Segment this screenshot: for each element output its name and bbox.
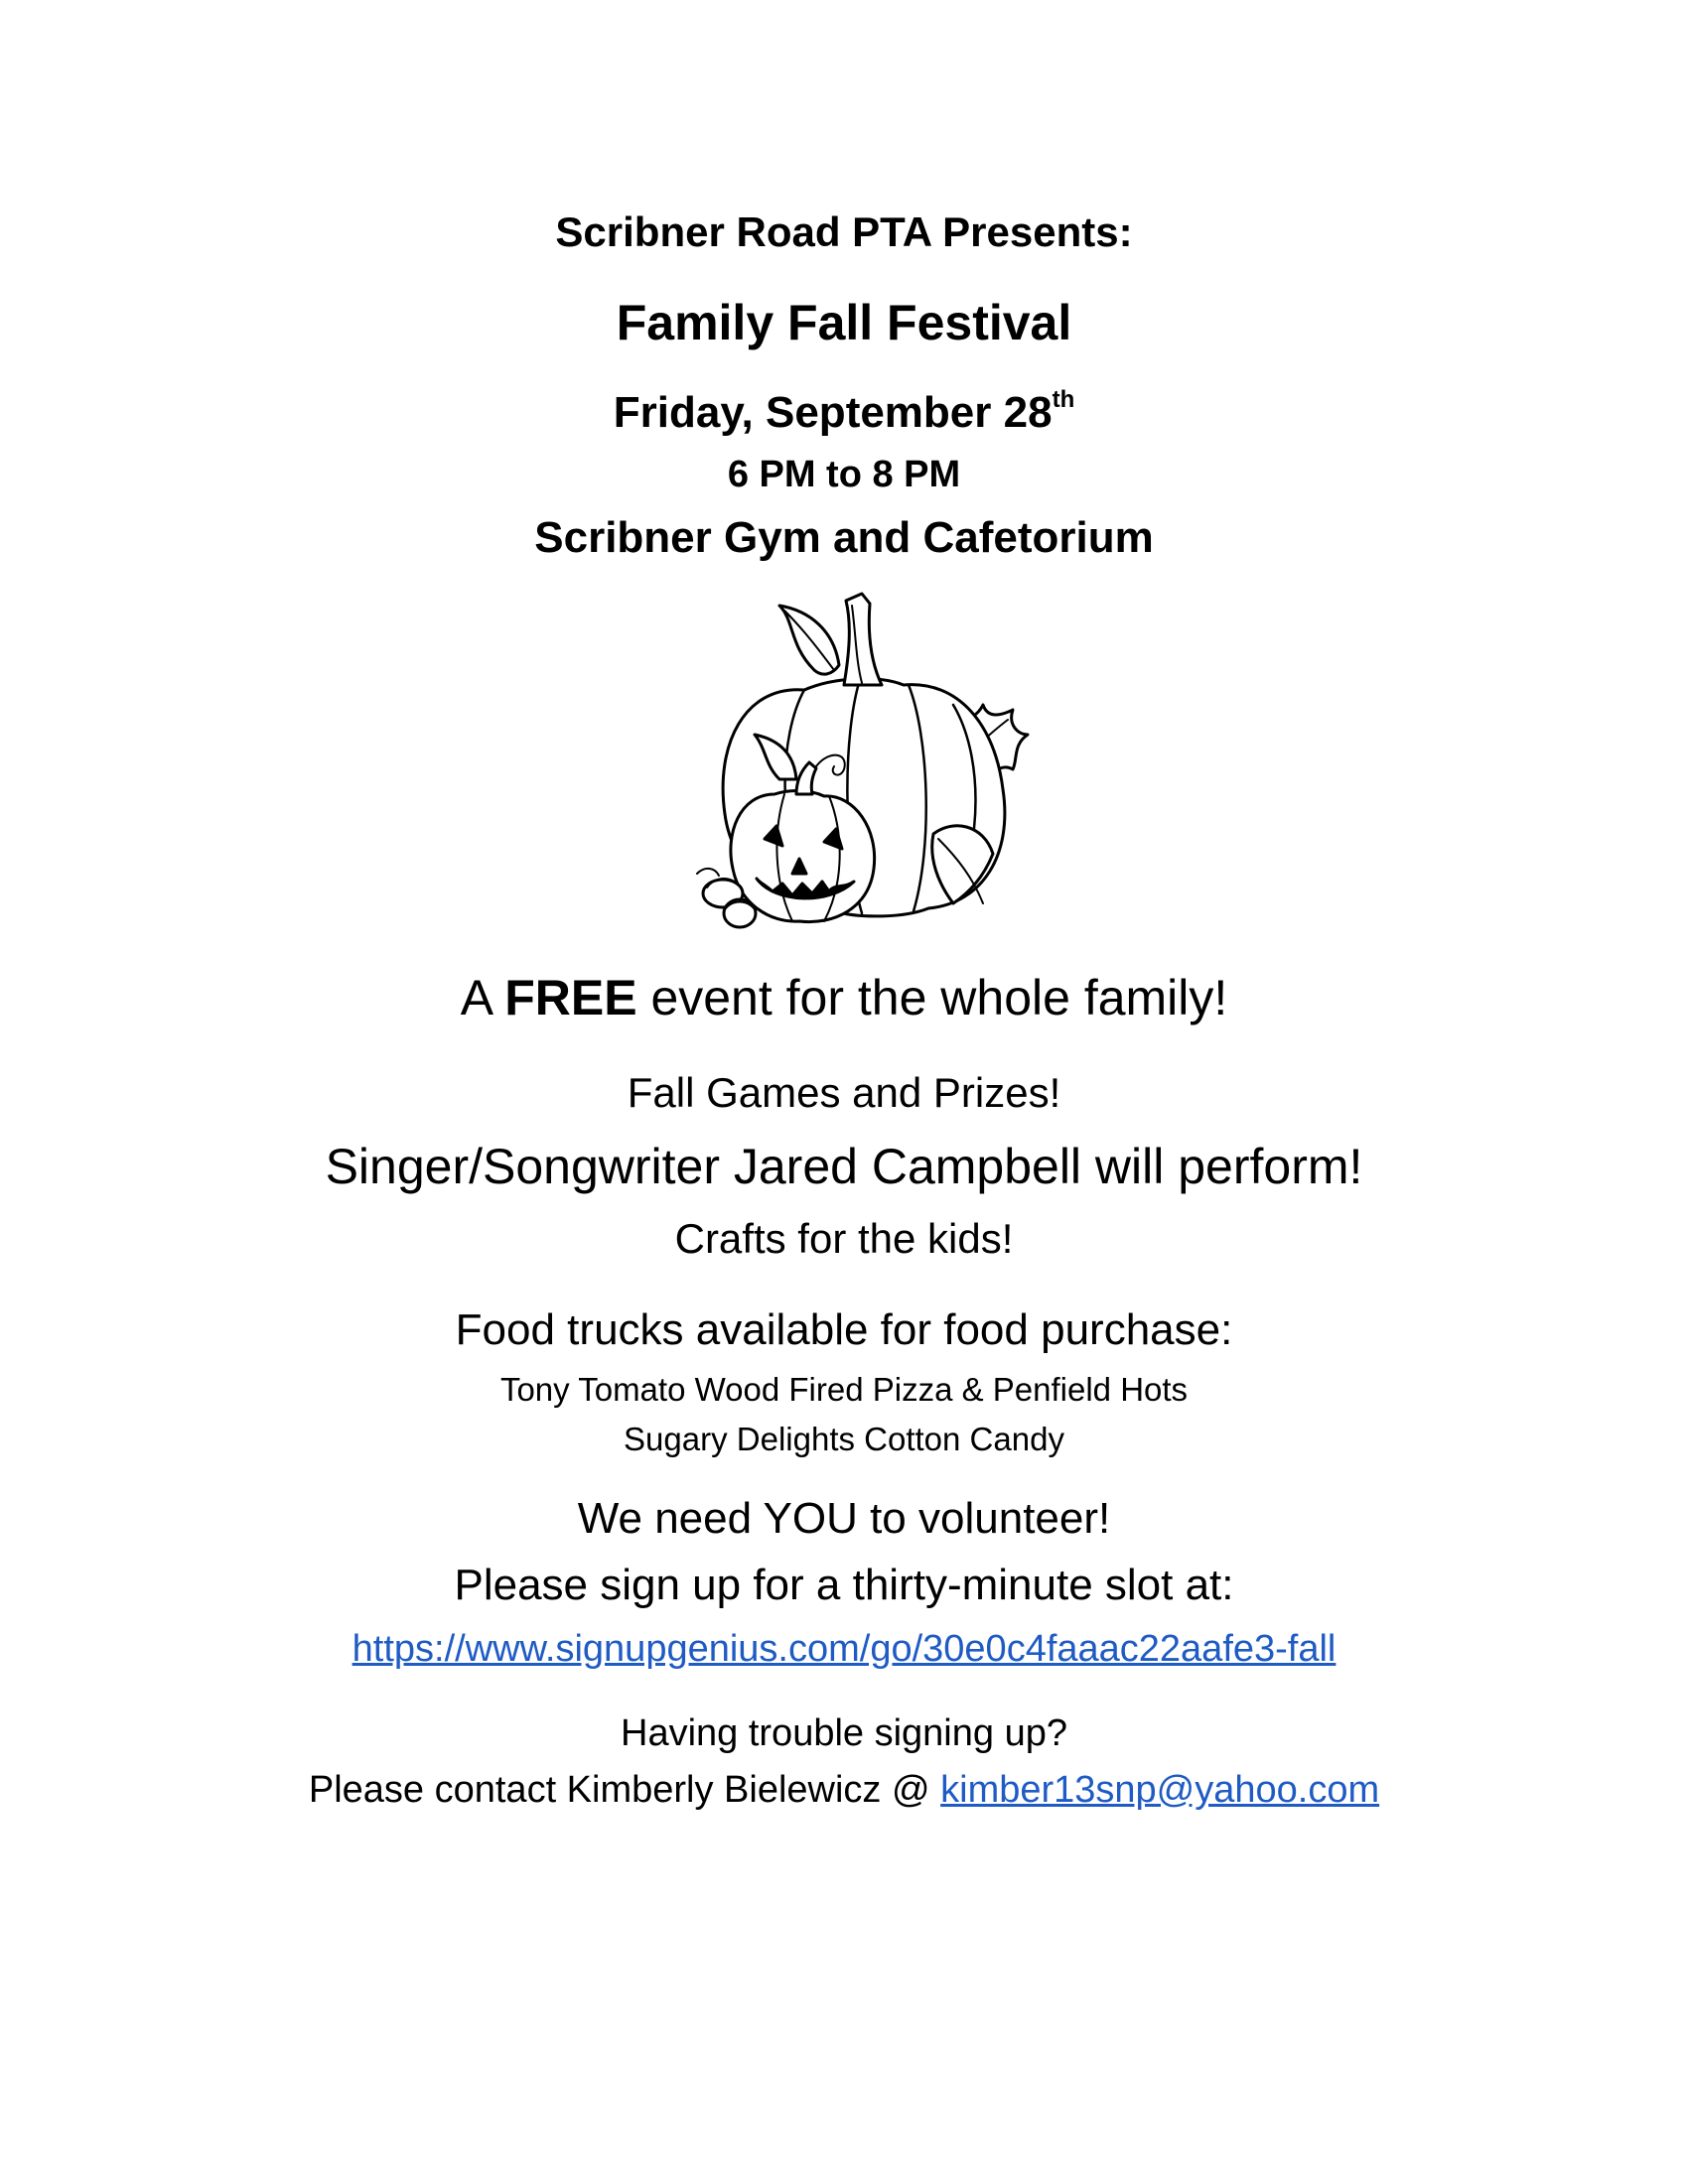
- free-event-line: [0, 970, 1688, 1025]
- signup-instructions: Please sign up for a thirty-minute slot at:: [454, 1561, 1234, 1609]
- event-date: [0, 386, 1688, 437]
- pumpkin-jack-o-lantern-illustration: [685, 586, 1062, 933]
- signup-link[interactable]: https://www.signupgenius.com/go/30e0c4faaac22aafe3-fall: [352, 1628, 1336, 1670]
- event-title: Family Fall Festival: [616, 295, 1072, 350]
- contact-prefix: Please contact Kimberly Bielewicz @: [308, 1769, 941, 1811]
- event-date-suffix: th: [1052, 386, 1075, 413]
- games-line: Fall Games and Prizes!: [627, 1069, 1061, 1116]
- volunteer-heading: We need YOU to volunteer!: [577, 1494, 1111, 1543]
- food-trucks-heading: Food trucks available for food purchase:: [455, 1305, 1233, 1354]
- singer-line: Singer/Songwriter Jared Campbell will perform!: [325, 1139, 1363, 1194]
- free-emphasis: FREE: [504, 970, 637, 1025]
- crafts-line: Crafts for the kids!: [674, 1215, 1014, 1262]
- trouble-line: Having trouble signing up?: [621, 1712, 1067, 1754]
- vendor-item: Sugary Delights Cotton Candy: [624, 1421, 1064, 1457]
- signup-link-line: [0, 1630, 1688, 1668]
- free-suffix: event for the whole family!: [636, 970, 1228, 1025]
- event-location: Scribner Gym and Cafetorium: [534, 513, 1154, 562]
- contact-line: [0, 1771, 1688, 1809]
- presenter-line: Scribner Road PTA Presents:: [555, 208, 1133, 255]
- event-time: 6 PM to 8 PM: [727, 454, 961, 495]
- contact-email-link[interactable]: kimber13snp@yahoo.com: [940, 1769, 1380, 1811]
- free-prefix: A: [460, 970, 505, 1025]
- vendor-item: Tony Tomato Wood Fired Pizza & Penfield Hots: [499, 1371, 1189, 1408]
- event-date-text: Friday, September 28: [613, 388, 1053, 437]
